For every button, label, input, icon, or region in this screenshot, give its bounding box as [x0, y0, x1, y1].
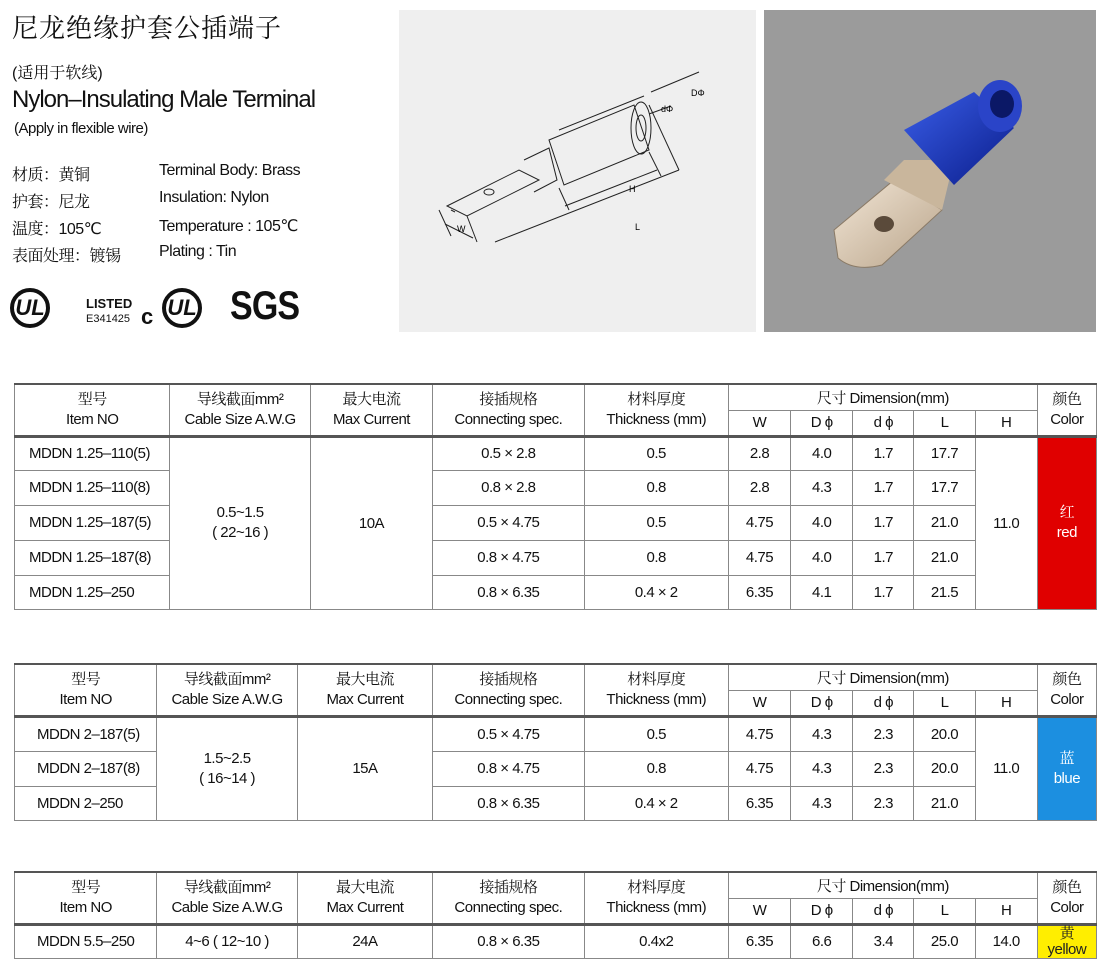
hdr-thickness: 材料厚度 Thickness (mm) — [584, 664, 728, 716]
thick-cell: 0.4 × 2 — [584, 575, 728, 609]
color-swatch-yellow: 黄 yellow — [1037, 924, 1096, 958]
conn-cell: 0.8 × 4.75 — [433, 751, 584, 786]
hdr-thickness: 材料厚度 Thickness (mm) — [584, 384, 728, 436]
hdr-connecting: 接插规格 Connecting spec. — [433, 664, 584, 716]
thick-cell: 0.5 — [584, 505, 728, 540]
dim-label-l: L — [635, 222, 641, 232]
w-cell: 4.75 — [728, 505, 790, 540]
current-cell: 10A — [310, 436, 432, 609]
cul-logo-text: UL — [167, 295, 197, 320]
cul-logo-icon — [162, 288, 202, 328]
spec-temperature-en: Temperature : 105℃ — [159, 218, 298, 235]
conn-cell: 0.5 × 4.75 — [433, 716, 584, 751]
hdr-w: W — [728, 690, 790, 716]
thick-cell: 0.8 — [584, 751, 728, 786]
item-cell: MDDN 2–187(8) — [15, 751, 157, 786]
h-cell: 14.0 — [975, 924, 1037, 958]
page-subtitle-cn: (适用于软线) — [12, 65, 103, 82]
small-d-cell: 3.4 — [853, 924, 914, 958]
thick-cell: 0.4x2 — [584, 924, 728, 958]
table-row — [15, 716, 1097, 751]
item-cell: MDDN 1.25–250 — [15, 575, 170, 609]
l-cell: 21.0 — [914, 786, 975, 820]
terminal-drawing-icon — [399, 10, 756, 332]
spec-plating-en: Plating : Tin — [159, 243, 237, 260]
small-d-cell: 2.3 — [853, 716, 914, 751]
small-d-cell: 1.7 — [853, 575, 914, 609]
terminal-photo-icon — [764, 10, 1096, 332]
hdr-h: H — [975, 898, 1037, 924]
hdr-dimension: 尺寸 Dimension(mm) — [728, 872, 1037, 898]
w-cell: 4.75 — [728, 751, 790, 786]
cable-size-cell: 4~6 ( 12~10 ) — [157, 924, 297, 958]
color-swatch-blue: 蓝 blue — [1037, 716, 1096, 820]
hdr-big-d: D ϕ — [791, 898, 853, 924]
w-cell: 2.8 — [728, 436, 790, 470]
technical-drawing — [399, 10, 756, 332]
page-title-cn: 尼龙绝缘护套公插端子 — [12, 13, 283, 43]
spec-table-2 — [14, 663, 1097, 821]
conn-cell: 0.8 × 6.35 — [433, 924, 584, 958]
dim-label-small-d: dΦ — [661, 104, 674, 114]
thick-cell: 0.5 — [584, 716, 728, 751]
dim-label-h: H — [629, 184, 636, 194]
l-cell: 21.0 — [914, 505, 975, 540]
hdr-l: L — [914, 690, 975, 716]
big-d-cell: 4.3 — [791, 716, 853, 751]
page-subtitle-en: (Apply in flexible wire) — [14, 120, 148, 137]
dim-label-w: W — [457, 224, 466, 234]
hdr-big-d: D ϕ — [791, 690, 853, 716]
big-d-cell: 4.0 — [791, 436, 853, 470]
l-cell: 17.7 — [914, 436, 975, 470]
table-row — [15, 436, 1097, 470]
h-cell: 11.0 — [975, 436, 1037, 609]
cul-c-mark: c — [141, 304, 154, 329]
hdr-item: 型号 Item NO — [15, 664, 157, 716]
conn-cell: 0.8 × 6.35 — [433, 786, 584, 820]
current-cell: 15A — [297, 716, 432, 820]
thick-cell: 0.4 × 2 — [584, 786, 728, 820]
hdr-small-d: d ϕ — [853, 410, 914, 436]
big-d-cell: 4.1 — [791, 575, 853, 609]
hdr-current: 最大电流 Max Current — [297, 664, 432, 716]
hdr-l: L — [914, 410, 975, 436]
hdr-color: 颜色 Color — [1037, 872, 1096, 924]
small-d-cell: 1.7 — [853, 505, 914, 540]
conn-cell: 0.8 × 4.75 — [433, 540, 584, 575]
w-cell: 6.35 — [728, 924, 790, 958]
hdr-w: W — [728, 898, 790, 924]
conn-cell: 0.5 × 4.75 — [433, 505, 584, 540]
item-cell: MDDN 1.25–187(5) — [15, 505, 170, 540]
hdr-l: L — [914, 898, 975, 924]
small-d-cell: 2.3 — [853, 751, 914, 786]
spec-plating-cn: 表面处理：镀锡 — [12, 248, 121, 265]
hdr-current: 最大电流 Max Current — [297, 872, 432, 924]
conn-cell: 0.5 × 2.8 — [433, 436, 584, 470]
hdr-h: H — [975, 410, 1037, 436]
w-cell: 6.35 — [728, 575, 790, 609]
item-cell: MDDN 1.25–110(8) — [15, 470, 170, 505]
hdr-cable: 导线截面mm² Cable Size A.W.G — [157, 664, 297, 716]
l-cell: 17.7 — [914, 470, 975, 505]
conn-cell: 0.8 × 2.8 — [433, 470, 584, 505]
listed-label: LISTED — [86, 296, 133, 311]
ul-logo-text: UL — [15, 295, 45, 320]
sgs-logo: SGS — [230, 284, 300, 328]
color-swatch-red: 红 red — [1037, 436, 1096, 609]
hdr-connecting: 接插规格 Connecting spec. — [433, 384, 584, 436]
hdr-cable: 导线截面mm² Cable Size A.W.G — [170, 384, 310, 436]
spec-material-en: Terminal Body: Brass — [159, 162, 301, 179]
cable-size-cell: 0.5~1.5 ( 22~16 ) — [170, 436, 310, 609]
big-d-cell: 4.3 — [791, 786, 853, 820]
listed-number: E341425 — [86, 313, 131, 325]
thick-cell: 0.5 — [584, 436, 728, 470]
product-photo — [764, 10, 1096, 332]
item-cell: MDDN 1.25–187(8) — [15, 540, 170, 575]
spec-material-cn: 材质：黄铜 — [12, 167, 90, 184]
l-cell: 25.0 — [914, 924, 975, 958]
big-d-cell: 4.3 — [791, 751, 853, 786]
w-cell: 4.75 — [728, 716, 790, 751]
l-cell: 20.0 — [914, 716, 975, 751]
conn-cell: 0.8 × 6.35 — [433, 575, 584, 609]
big-d-cell: 4.3 — [791, 470, 853, 505]
hdr-cable: 导线截面mm² Cable Size A.W.G — [157, 872, 297, 924]
hdr-current: 最大电流 Max Current — [310, 384, 432, 436]
dim-label-big-d: DΦ — [691, 88, 705, 98]
w-cell: 2.8 — [728, 470, 790, 505]
spec-table-1 — [14, 383, 1097, 610]
table-row — [15, 924, 1097, 958]
hdr-dimension: 尺寸 Dimension(mm) — [728, 664, 1037, 690]
thick-cell: 0.8 — [584, 470, 728, 505]
small-d-cell: 1.7 — [853, 470, 914, 505]
thick-cell: 0.8 — [584, 540, 728, 575]
hdr-thickness: 材料厚度 Thickness (mm) — [584, 872, 728, 924]
item-cell: MDDN 5.5–250 — [15, 924, 157, 958]
hdr-item: 型号 Item NO — [15, 872, 157, 924]
spec-temperature-cn: 温度：105℃ — [12, 221, 102, 238]
l-cell: 21.5 — [914, 575, 975, 609]
current-cell: 24A — [297, 924, 432, 958]
w-cell: 4.75 — [728, 540, 790, 575]
hdr-dimension: 尺寸 Dimension(mm) — [728, 384, 1037, 410]
spec-table-3 — [14, 871, 1097, 959]
item-cell: MDDN 1.25–110(5) — [15, 436, 170, 470]
small-d-cell: 2.3 — [853, 786, 914, 820]
item-cell: MDDN 2–187(5) — [15, 716, 157, 751]
item-cell: MDDN 2–250 — [15, 786, 157, 820]
big-d-cell: 6.6 — [791, 924, 853, 958]
h-cell: 11.0 — [975, 716, 1037, 820]
hdr-w: W — [728, 410, 790, 436]
l-cell: 20.0 — [914, 751, 975, 786]
small-d-cell: 1.7 — [853, 540, 914, 575]
hdr-small-d: d ϕ — [853, 898, 914, 924]
hdr-item: 型号 Item NO — [15, 384, 170, 436]
hdr-color: 颜色 Color — [1037, 384, 1096, 436]
big-d-cell: 4.0 — [791, 540, 853, 575]
big-d-cell: 4.0 — [791, 505, 853, 540]
spec-insulation-cn: 护套：尼龙 — [12, 194, 90, 211]
hdr-color: 颜色 Color — [1037, 664, 1096, 716]
page-title-en: Nylon–Insulating Male Terminal — [12, 86, 316, 113]
spec-insulation-en: Insulation: Nylon — [159, 189, 269, 206]
l-cell: 21.0 — [914, 540, 975, 575]
small-d-cell: 1.7 — [853, 436, 914, 470]
hdr-connecting: 接插规格 Connecting spec. — [433, 872, 584, 924]
hdr-h: H — [975, 690, 1037, 716]
hdr-big-d: D ϕ — [791, 410, 853, 436]
cable-size-cell: 1.5~2.5 ( 16~14 ) — [157, 716, 297, 820]
hdr-small-d: d ϕ — [853, 690, 914, 716]
w-cell: 6.35 — [728, 786, 790, 820]
ul-logo-icon — [10, 288, 50, 328]
